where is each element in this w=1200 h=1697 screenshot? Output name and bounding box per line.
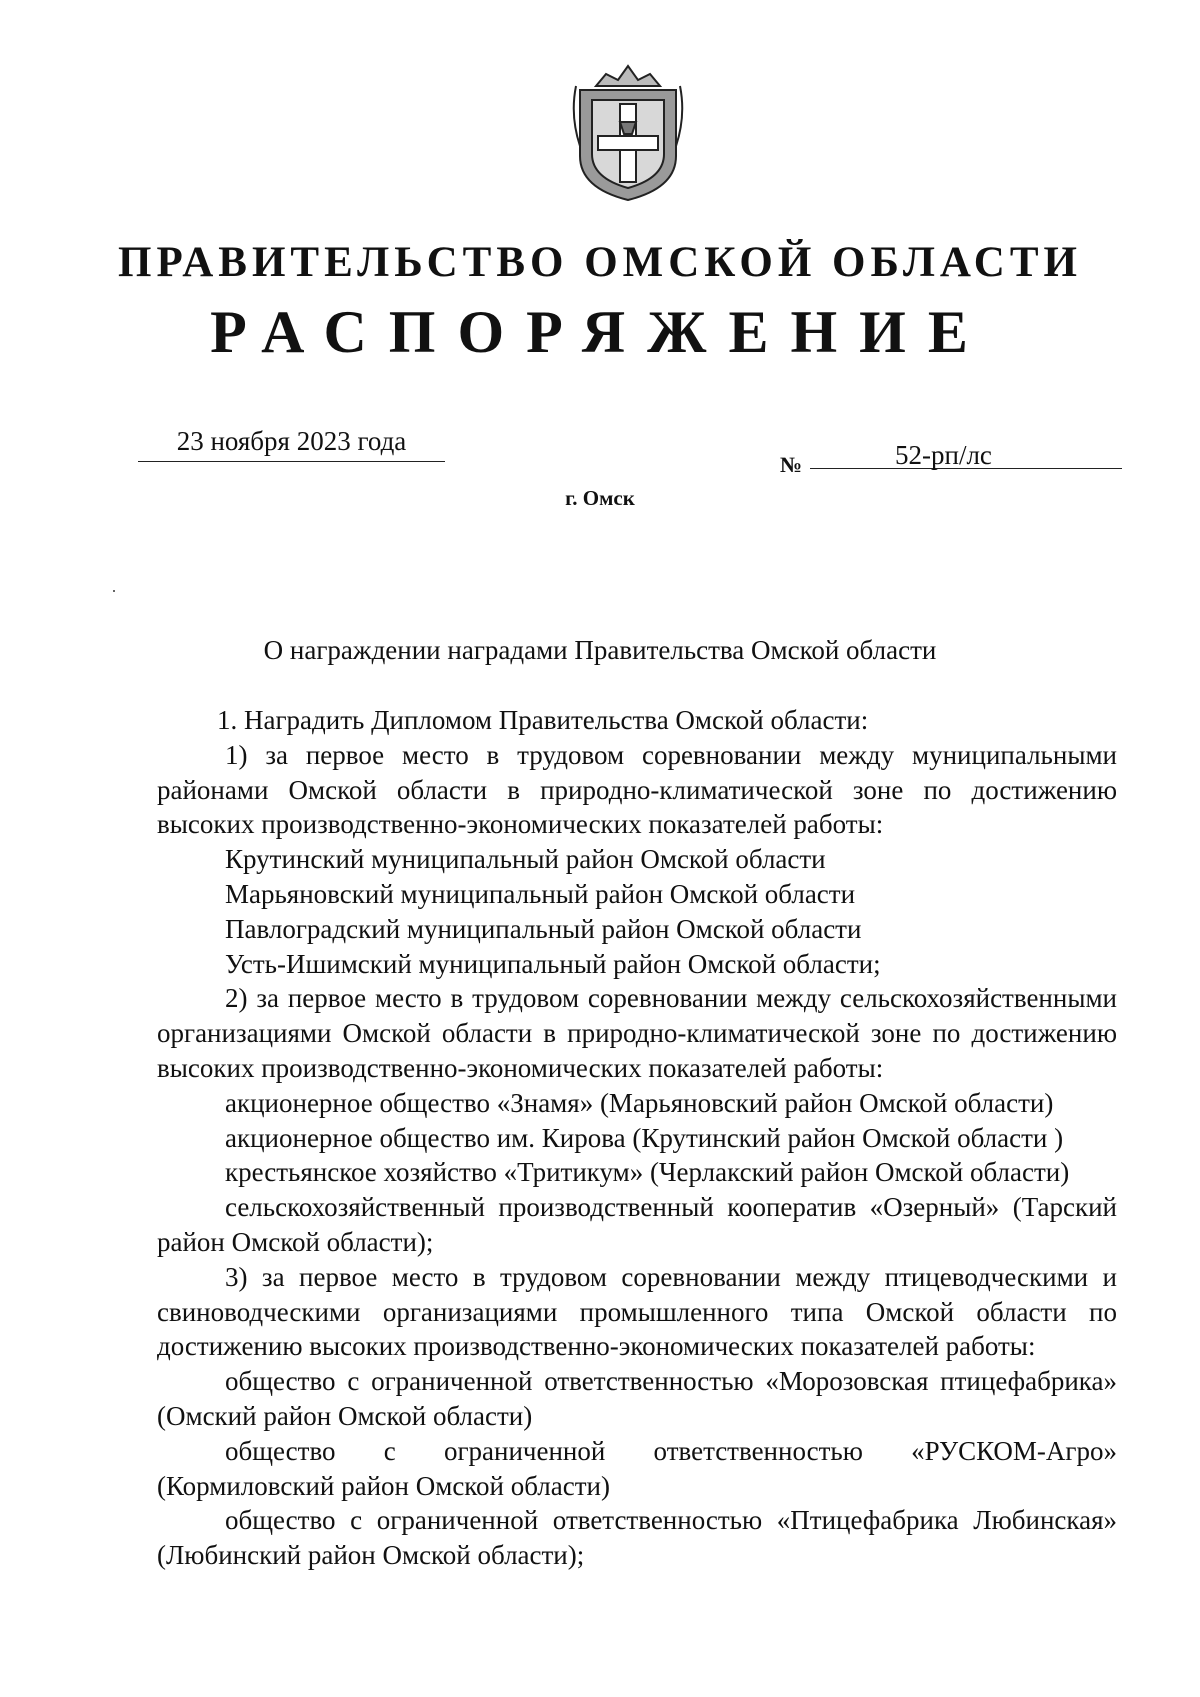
coat-of-arms-emblem xyxy=(566,56,690,202)
list-item: общество с ограниченной ответственностью «Морозовская птицефабрика» (Омский район Омской области) xyxy=(157,1366,1117,1431)
subitem-3-intro: 3) за первое место в трудовом соревновании между птицеводческими и свиноводческими организациями промышленного типа Омской области по достижению высоких производственно-экономических показателей работы: xyxy=(157,1261,1117,1362)
list-item: крестьянское хозяйство «Тритикум» (Черлакский район Омской области) xyxy=(225,1157,1070,1188)
scan-speck xyxy=(113,590,115,592)
list-item: Усть-Ишимский муниципальный район Омской области; xyxy=(225,948,881,979)
document-date: 23 ноября 2023 года xyxy=(138,426,445,462)
subitem-1-intro: 1) за первое место в трудовом соревновании между муниципальными районами Омской области в природно-климатической зоне по достижению высоких производственно-экономических показателей работы: xyxy=(157,739,1117,840)
list-item: общество с ограниченной ответственностью «РУСКОМ-Агро» (Кормиловский район Омской области) xyxy=(157,1435,1117,1501)
document-body xyxy=(157,703,1117,1573)
list-item: сельскохозяйственный производственный кооператив «Озерный» (Тарский район Омской области); xyxy=(157,1192,1117,1257)
list-item: Павлоградский муниципальный район Омской области xyxy=(225,913,862,944)
list-item: акционерное общество «Знамя» (Марьяновский район Омской области) xyxy=(225,1087,1054,1118)
item-1: 1. Наградить Дипломом Правительства Омской области: xyxy=(217,705,869,735)
list-item: Крутинский муниципальный район Омской области xyxy=(225,844,826,875)
document-number: 52-рп/лс xyxy=(895,440,992,470)
city: г. Омск xyxy=(565,486,635,510)
list-item: Марьяновский муниципальный район Омской области xyxy=(225,878,856,909)
document-type: РАСПОРЯЖЕНИЕ xyxy=(210,299,990,365)
document-subject: О награждении наградами Правительства Омской области xyxy=(263,635,937,665)
number-label: № xyxy=(780,452,803,477)
list-item: акционерное общество им. Кирова (Крутинский район Омской области ) xyxy=(225,1122,1064,1153)
government-title: ПРАВИТЕЛЬСТВО ОМСКОЙ ОБЛАСТИ xyxy=(118,239,1082,286)
list-item: общество с ограниченной ответственностью «Птицефабрика Любинская» (Любинский район Омской области); xyxy=(157,1505,1117,1571)
subitem-2-intro: 2) за первое место в трудовом соревновании между сельскохозяйственными организациями Омской области в природно-климатической зоне по достижению высоких производственно-экономических показателей работы: xyxy=(157,983,1117,1083)
